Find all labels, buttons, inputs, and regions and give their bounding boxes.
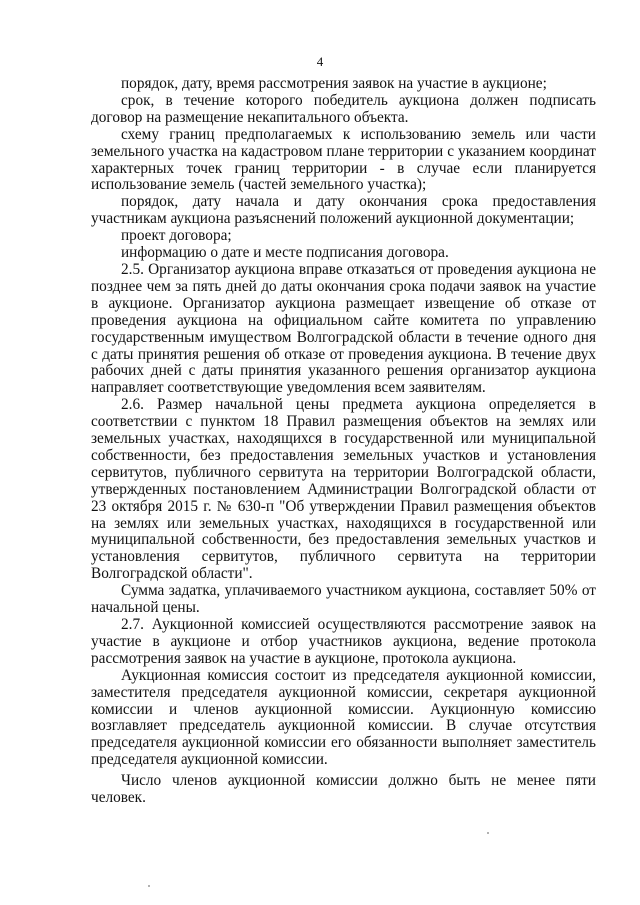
page-number: 4 (316, 54, 324, 69)
paragraph: Сумма задатка, уплачиваемого участником аукциона, составляет 50% от начальной цены. (91, 582, 596, 617)
scan-speck (487, 832, 489, 834)
paragraph: информацию о дате и месте подписания договора. (121, 244, 449, 262)
paragraph: порядок, дату, время рассмотрения заявок на участие в аукционе; (121, 75, 547, 92)
paragraph: 2.5. Организатор аукциона вправе отказаться от проведения аукциона не позднее чем за пять дней до даты окончания срока подачи заявок на участие в аукционе. Организатор аукциона размещает извещение об отказе от проведения аукциона на официальном сайте комитета по управлению государственным имуществом Волгоградской области в течение одного дня с даты принятия решения об отказе от проведения аукциона. В течение двух рабочих дней с даты принятия указанного решения организатор аукциона направляет соответствующие уведомления всем заявителям. (91, 260, 596, 397)
paragraph: срок, в течение которого победитель аукциона должен подписать договор на размещение некапитального объекта. (91, 91, 596, 126)
paragraph: Аукционная комиссия состоит из председателя аукционной комиссии, заместителя председателя аукционной комиссии, секретаря аукционной комиссии и членов аукционной комиссии. Аукционную комиссию возглавляет председатель аукционной комиссии. В случае отсутствия председателя аукционной комиссии его обязанности выполняет заместитель председателя аукционной комиссии. (91, 666, 596, 769)
paragraph: порядок, дату начала и дату окончания срока предоставления участникам аукциона разъяснений положений аукционной документации; (91, 193, 596, 228)
document-body (91, 76, 596, 807)
scan-speck (148, 885, 150, 887)
paragraph: проект договора; (121, 227, 232, 245)
paragraph: схему границ предполагаемых к использованию земель или части земельного участка на кадастровом плане территории с указанием координат характерных точек границ территории - в случае если планируется использование земель (частей земельного участка); (91, 125, 596, 194)
paragraph: 2.6. Размер начальной цены предмета аукциона определяется в соответствии с пунктом 18 Правил размещения объектов на землях или земельных участках, находящихся в государственной или муниципальной собственности, без предоставления земельных участков и установления сервитутов, публичного сервитута на территории Волгоградской области, утвержденных постановлением Администрации Волгоградской области от 23 октября 2015 г. № 630-п "Об утверждении Правил размещения объектов на землях или земельных участках, находящихся в государственной или муниципальной собственности, без предоставления земельных участков и установления сервитутов, публичного сервитута на территории Волгоградской области". (91, 396, 596, 583)
paragraph: 2.7. Аукционной комиссией осуществляются рассмотрение заявок на участие в аукционе и отбор участников аукциона, ведение протокола рассмотрения заявок на участие в аукционе, протокола аукциона. (91, 616, 596, 667)
paragraph: Число членов аукционной комиссии должно быть не менее пяти человек. (91, 772, 596, 807)
